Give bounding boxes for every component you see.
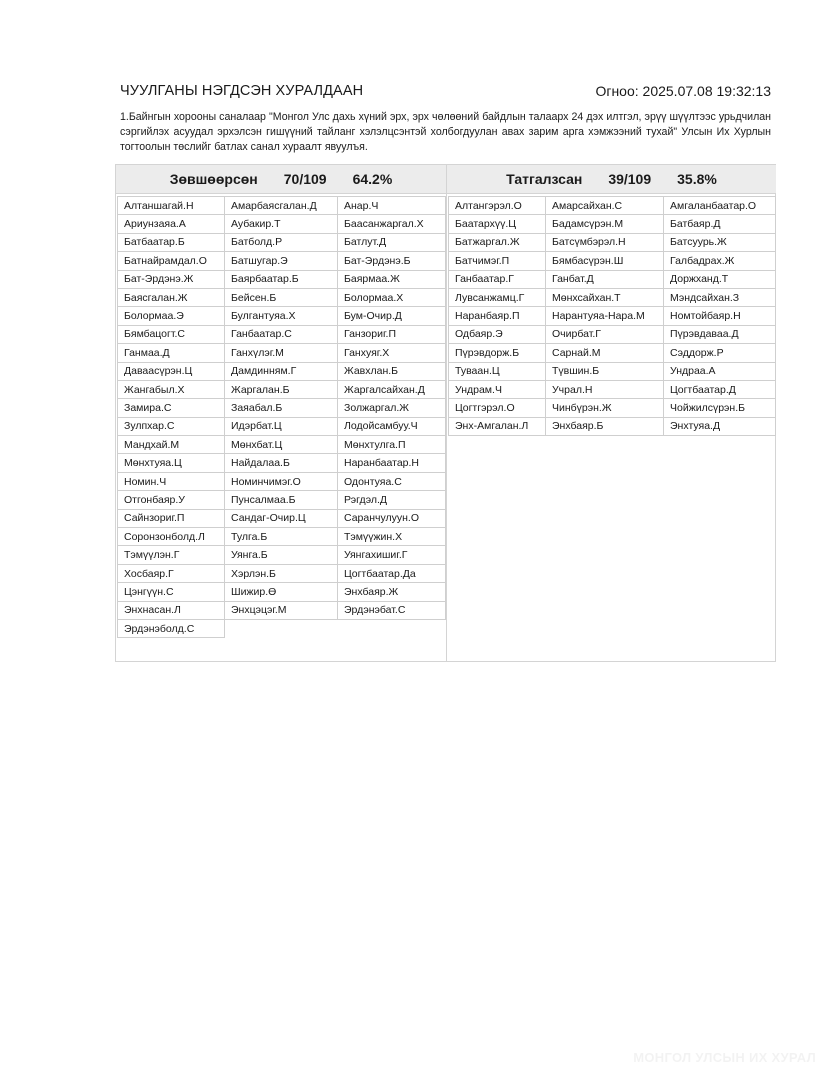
table-row: [118, 417, 446, 435]
member-name: Бум-Очир.Д: [338, 307, 446, 325]
yes-percent: 64.2%: [352, 171, 393, 187]
member-name: Баярбаатар.Б: [225, 270, 338, 288]
member-name: Амгаланбаатар.О: [664, 197, 776, 215]
member-name: Замира.С: [118, 399, 225, 417]
no-names-body: [449, 197, 776, 436]
member-name: Жаргалан.Б: [225, 380, 338, 398]
table-row: [118, 344, 446, 362]
member-name: Мөнхтуяа.Ц: [118, 454, 225, 472]
table-row: [118, 233, 446, 251]
member-name: Энхнасан.Л: [118, 601, 225, 619]
watermark: МОНГОЛ УЛСЫН ИХ ХУРАЛ: [633, 1050, 816, 1065]
vote-description: 1.Байнгын хорооны саналаар "Монгол Улс дахь хүний эрх, эрх чөлөөний байдлын талаарх 24 дэх илтгэл, эрүү шүүлтээс урьдчилан сэргийлэх асуудал эрхэлсэн гишүүний тайланг хэлэлцсэнтэй холбогдуулан авах зарим арга хэмжээний тухай" Улсын Их Хурлын тогтоолын төслийг батлах санал хураалт явуулъя.: [120, 111, 771, 153]
member-name: Цогтбаатар.Д: [664, 380, 776, 398]
member-name: Уянга.Б: [225, 546, 338, 564]
member-name: Соронзонболд.Л: [118, 528, 225, 546]
member-name: Туваан.Ц: [449, 362, 546, 380]
member-name: Сайнзориг.П: [118, 509, 225, 527]
member-name: Бат-Эрдэнэ.Б: [338, 252, 446, 270]
table-row: [449, 417, 776, 435]
member-name: Пүрэвдорж.Б: [449, 344, 546, 362]
member-name: Батбаатар.Б: [118, 233, 225, 251]
member-name: Идэрбат.Ц: [225, 417, 338, 435]
member-name: Ганзориг.П: [338, 325, 446, 343]
table-row: [118, 436, 446, 454]
member-name: Шижир.Ө: [225, 583, 338, 601]
member-name: Бадамсүрэн.М: [546, 215, 664, 233]
member-name: Уянгахишиг.Г: [338, 546, 446, 564]
member-name: Жангабыл.Х: [118, 380, 225, 398]
table-row: [118, 601, 446, 619]
member-name: Чойжилсүрэн.Б: [664, 399, 776, 417]
member-name: Батчимэг.П: [449, 252, 546, 270]
member-name: Мэндсайхан.З: [664, 288, 776, 306]
table-row: [118, 197, 446, 215]
table-row: [449, 380, 776, 398]
member-name: Баясгалан.Ж: [118, 288, 225, 306]
member-name: Батлут.Д: [338, 233, 446, 251]
member-name: Мөнхтулга.П: [338, 436, 446, 454]
yes-label: Зөвшөөрсөн: [169, 171, 258, 187]
member-name: Одонтуяа.С: [338, 472, 446, 490]
member-name: Батбаяр.Д: [664, 215, 776, 233]
member-name: Болормаа.Э: [118, 307, 225, 325]
yes-names-body: [118, 197, 446, 638]
member-name: Тэмүүлэн.Г: [118, 546, 225, 564]
member-name: Баасанжаргал.Х: [338, 215, 446, 233]
page-title: ЧУУЛГАНЫ НЭГДСЭН ХУРАЛДААН: [120, 83, 364, 99]
member-name: Мандхай.М: [118, 436, 225, 454]
member-name: Одбаяр.Э: [449, 325, 546, 343]
member-name: Хосбаяр.Г: [118, 564, 225, 582]
table-row: [449, 362, 776, 380]
member-name: Номин.Ч: [118, 472, 225, 490]
member-name: Дамдинням.Г: [225, 362, 338, 380]
member-name: Заяабал.Б: [225, 399, 338, 417]
member-name: Цогтгэрэл.О: [449, 399, 546, 417]
yes-votes-header: [116, 165, 446, 194]
member-name: Ундраа.А: [664, 362, 776, 380]
member-name: Чинбүрэн.Ж: [546, 399, 664, 417]
member-name: Амарсайхан.С: [546, 197, 664, 215]
member-name: Жавхлан.Б: [338, 362, 446, 380]
member-name: Мөнхсайхан.Т: [546, 288, 664, 306]
member-name: Пунсалмаа.Б: [225, 491, 338, 509]
member-name: Очирбат.Г: [546, 325, 664, 343]
member-name: Батболд.Р: [225, 233, 338, 251]
member-name: Бямбацогт.С: [118, 325, 225, 343]
member-name: Пүрэвдаваа.Д: [664, 325, 776, 343]
no-votes-header: [447, 165, 776, 194]
table-row: [449, 252, 776, 270]
member-name: Энхбаяр.Б: [546, 417, 664, 435]
member-name: Наранбаатар.Н: [338, 454, 446, 472]
member-name: Анар.Ч: [338, 197, 446, 215]
table-row: [449, 197, 776, 215]
table-row: [118, 270, 446, 288]
table-row: [118, 215, 446, 233]
member-name: Лувсанжамц.Г: [449, 288, 546, 306]
member-name: Ганбат.Д: [546, 270, 664, 288]
member-name: Аубакир.Т: [225, 215, 338, 233]
member-name: Доржханд.Т: [664, 270, 776, 288]
member-name: Ганхуяг.Х: [338, 344, 446, 362]
member-name: Булгантуяа.Х: [225, 307, 338, 325]
member-name: Энхцэцэг.М: [225, 601, 338, 619]
member-name: Алтангэрэл.О: [449, 197, 546, 215]
yes-votes-block: [116, 165, 446, 638]
member-name: Баярмаа.Ж: [338, 270, 446, 288]
no-label: Татгалзсан: [506, 171, 583, 187]
no-count: 39/109: [608, 171, 652, 187]
member-name: Учрал.Н: [546, 380, 664, 398]
member-name: Батсуурь.Ж: [664, 233, 776, 251]
member-name: Амарбаясгалан.Д: [225, 197, 338, 215]
table-row: [118, 583, 446, 601]
table-row: [118, 528, 446, 546]
member-name: Галбадрах.Ж: [664, 252, 776, 270]
member-name: Сарнай.М: [546, 344, 664, 362]
table-row: [118, 380, 446, 398]
member-name: Энхтуяа.Д: [664, 417, 776, 435]
member-name: Мөнхбат.Ц: [225, 436, 338, 454]
member-name: Номтойбаяр.Н: [664, 307, 776, 325]
table-row: [449, 344, 776, 362]
table-row: [449, 307, 776, 325]
member-name: Наранбаяр.П: [449, 307, 546, 325]
table-row: [449, 270, 776, 288]
member-name: Золжаргал.Ж: [338, 399, 446, 417]
member-name: Ганмаа.Д: [118, 344, 225, 362]
member-name: Эрдэнэбат.С: [338, 601, 446, 619]
member-name: Цогтбаатар.Да: [338, 564, 446, 582]
table-row: [118, 288, 446, 306]
vote-results: [115, 164, 776, 662]
table-row: [118, 491, 446, 509]
member-name: Номинчимэг.О: [225, 472, 338, 490]
yes-names-table: [117, 196, 446, 638]
member-name: Тулга.Б: [225, 528, 338, 546]
member-name: Түвшин.Б: [546, 362, 664, 380]
table-row: [118, 252, 446, 270]
member-name: Рэгдэл.Д: [338, 491, 446, 509]
member-name: Саранчулуун.О: [338, 509, 446, 527]
member-name: [338, 619, 446, 637]
member-name: Сандаг-Очир.Ц: [225, 509, 338, 527]
member-name: Болормаа.Х: [338, 288, 446, 306]
member-name: Даваасүрэн.Ц: [118, 362, 225, 380]
member-name: Ганбаатар.Г: [449, 270, 546, 288]
member-name: Бат-Эрдэнэ.Ж: [118, 270, 225, 288]
table-row: [449, 288, 776, 306]
member-name: Алтаншагай.Н: [118, 197, 225, 215]
member-name: Батшугар.Э: [225, 252, 338, 270]
member-name: Батнайрамдал.О: [118, 252, 225, 270]
member-name: Батсүмбэрэл.Н: [546, 233, 664, 251]
table-row: [118, 472, 446, 490]
member-name: Энх-Амгалан.Л: [449, 417, 546, 435]
member-name: Эрдэнэболд.С: [118, 619, 225, 637]
table-row: [118, 454, 446, 472]
member-name: Сэддорж.Р: [664, 344, 776, 362]
table-row: [449, 399, 776, 417]
member-name: Бямбасүрэн.Ш: [546, 252, 664, 270]
page-header: [120, 83, 771, 103]
member-name: Ариунзаяа.А: [118, 215, 225, 233]
member-name: Батжаргал.Ж: [449, 233, 546, 251]
table-row: [118, 325, 446, 343]
member-name: Ундрам.Ч: [449, 380, 546, 398]
member-name: Ганбаатар.С: [225, 325, 338, 343]
member-name: Бейсен.Б: [225, 288, 338, 306]
table-row: [118, 509, 446, 527]
member-name: Энхбаяр.Ж: [338, 583, 446, 601]
member-name: Ганхүлэг.М: [225, 344, 338, 362]
table-row: [449, 215, 776, 233]
table-row: [449, 233, 776, 251]
member-name: Цэнгүүн.С: [118, 583, 225, 601]
member-name: Найдалаа.Б: [225, 454, 338, 472]
member-name: Зулпхар.С: [118, 417, 225, 435]
table-row: [118, 619, 446, 637]
member-name: Баатархүү.Ц: [449, 215, 546, 233]
member-name: Лодойсамбуу.Ч: [338, 417, 446, 435]
member-name: Тэмүүжин.Х: [338, 528, 446, 546]
no-percent: 35.8%: [677, 171, 717, 187]
no-names-table: [448, 196, 776, 436]
yes-count: 70/109: [283, 171, 327, 187]
member-name: Хэрлэн.Б: [225, 564, 338, 582]
member-name: Отгонбаяр.У: [118, 491, 225, 509]
member-name: Нарантуяа-Нара.М: [546, 307, 664, 325]
no-votes-block: [447, 165, 776, 436]
member-name: Жаргалсайхан.Д: [338, 380, 446, 398]
table-row: [118, 307, 446, 325]
table-row: [118, 564, 446, 582]
member-name: [225, 619, 338, 637]
table-row: [118, 399, 446, 417]
table-row: [118, 546, 446, 564]
session-date: Огноо: 2025.07.08 19:32:13: [595, 83, 771, 99]
table-row: [118, 362, 446, 380]
table-row: [449, 325, 776, 343]
